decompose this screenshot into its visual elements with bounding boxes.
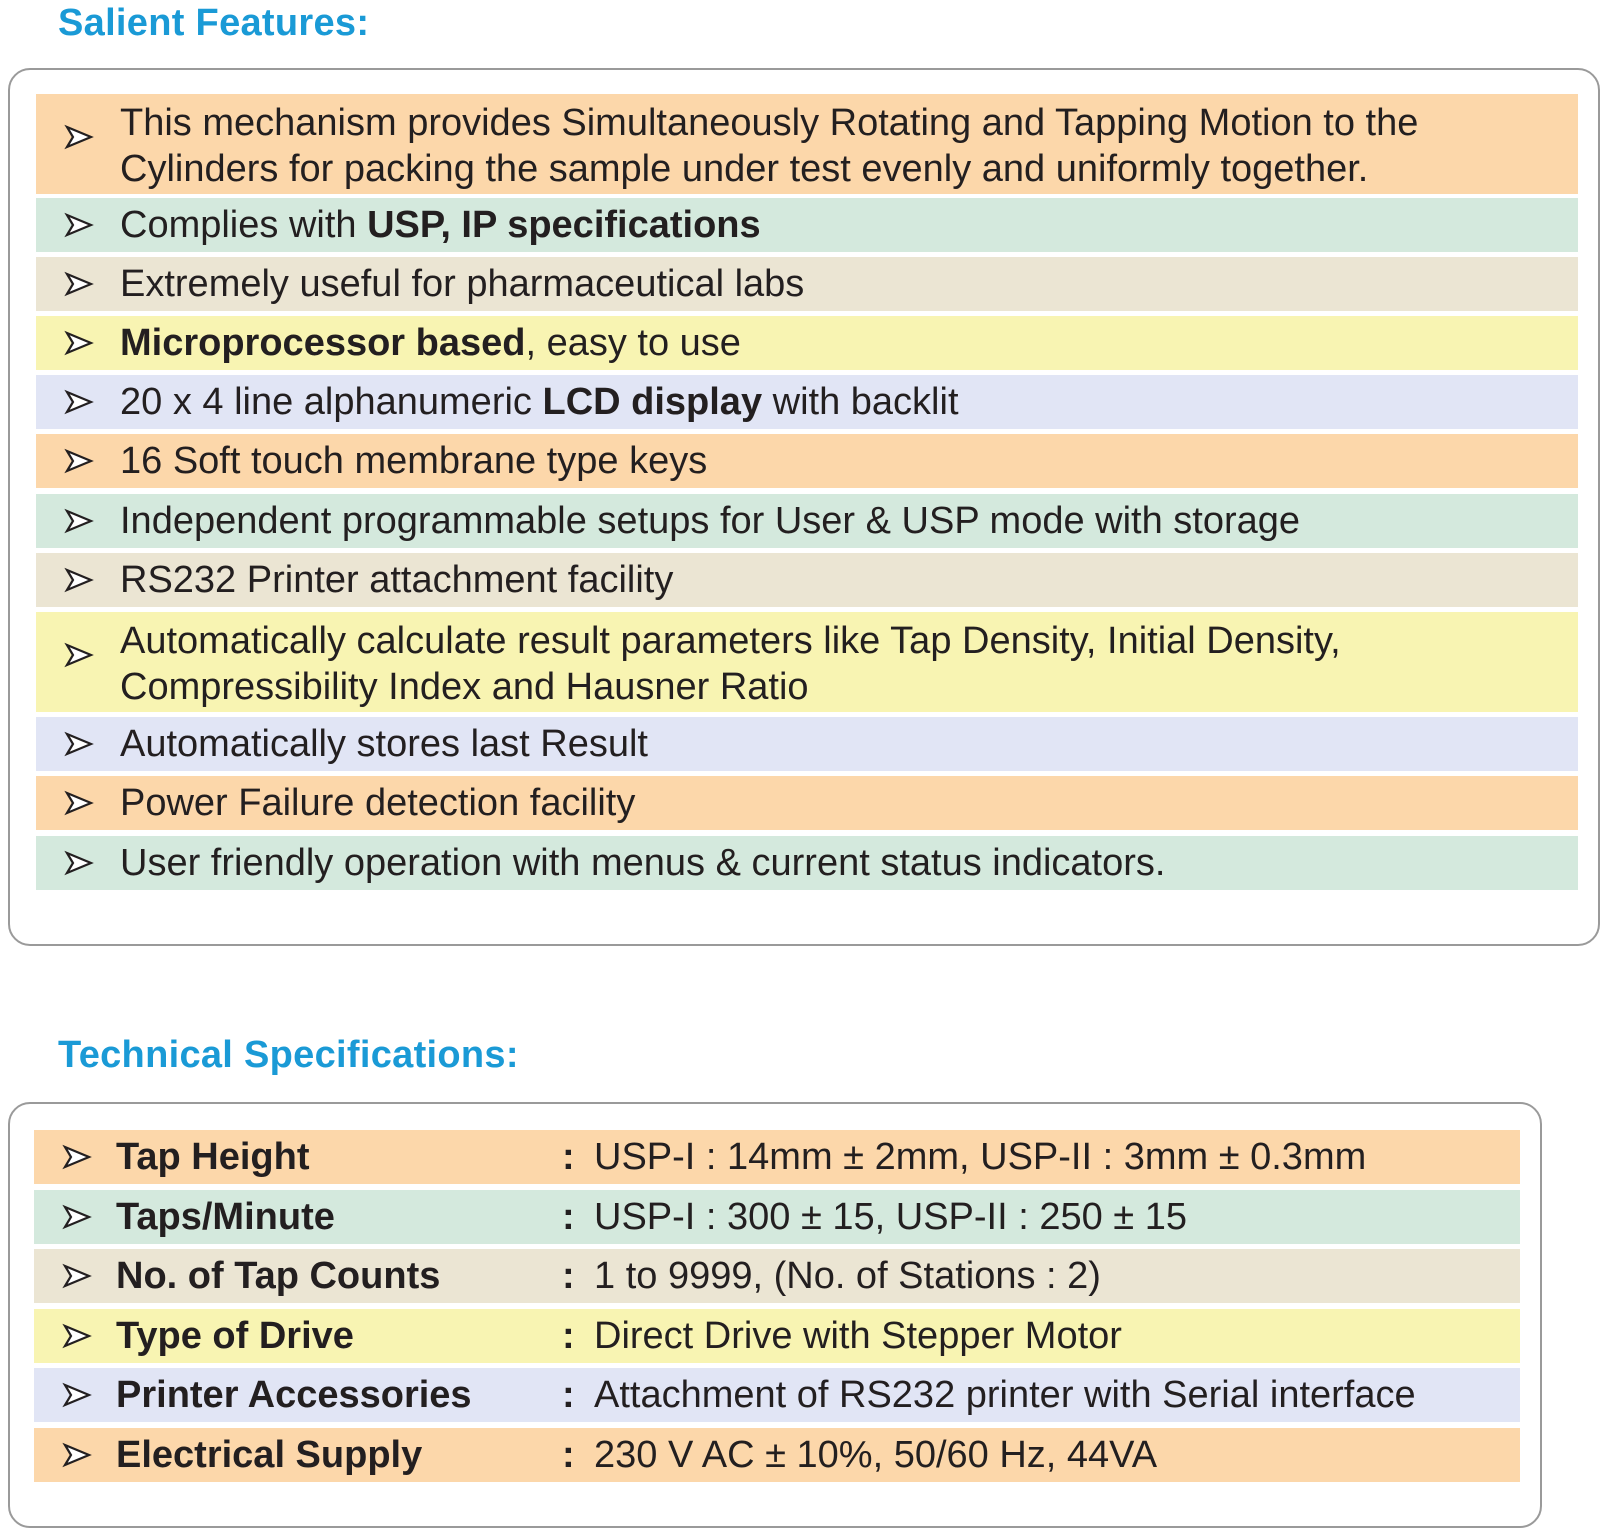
feature-text-bold: Microprocessor based	[120, 322, 526, 364]
feature-text	[120, 618, 1498, 710]
feature-text-segment: Automatically calculate result parameters like Tap Density, Initial Density, Compressibility Index and Hausner Ratio	[120, 620, 1341, 708]
arrow-bullet-icon	[64, 446, 94, 476]
arrow-bullet-icon	[64, 729, 94, 759]
features-panel	[8, 68, 1600, 946]
spec-label: Taps/Minute	[116, 1196, 335, 1238]
spec-label: Printer Accessories	[116, 1374, 472, 1416]
specs-heading: Technical Specifications:	[58, 1034, 519, 1076]
spec-separator: :	[562, 1196, 575, 1238]
feature-text-segment: User friendly operation with menus & current status indicators.	[120, 842, 1166, 884]
spec-row	[34, 1249, 1520, 1303]
spec-row	[34, 1368, 1520, 1422]
feature-text	[120, 202, 1558, 248]
specs-panel	[8, 1102, 1542, 1528]
feature-text-segment: Complies with	[120, 204, 368, 246]
feature-text	[120, 840, 1558, 886]
feature-text-bold: USP, IP specifications	[367, 204, 761, 246]
spec-separator: :	[562, 1374, 575, 1416]
feature-item	[36, 553, 1578, 607]
feature-item	[36, 257, 1578, 311]
feature-text-segment: Automatically stores last Result	[120, 723, 648, 765]
feature-item	[36, 494, 1578, 548]
arrow-bullet-icon	[64, 269, 94, 299]
arrow-bullet-icon	[62, 1380, 92, 1410]
feature-text	[120, 557, 1558, 603]
feature-item	[36, 316, 1578, 370]
features-heading: Salient Features:	[58, 2, 370, 44]
arrow-bullet-icon	[64, 506, 94, 536]
spec-separator: :	[562, 1315, 575, 1357]
spec-row	[34, 1130, 1520, 1184]
spec-value: USP-I : 300 ± 15, USP-II : 250 ± 15	[594, 1196, 1187, 1238]
arrow-bullet-icon	[64, 640, 94, 670]
arrow-bullet-icon	[62, 1440, 92, 1470]
spec-separator: :	[562, 1434, 575, 1476]
feature-text-bold: LCD display	[542, 381, 763, 423]
feature-text-segment: , easy to use	[525, 322, 741, 364]
feature-item	[36, 94, 1578, 194]
spec-label: No. of Tap Counts	[116, 1255, 441, 1297]
arrow-bullet-icon	[64, 210, 94, 240]
arrow-bullet-icon	[62, 1142, 92, 1172]
feature-text	[120, 721, 1558, 767]
arrow-bullet-icon	[62, 1261, 92, 1291]
spec-label: Electrical Supply	[116, 1434, 423, 1476]
arrow-bullet-icon	[64, 328, 94, 358]
feature-text-segment: RS232 Printer attachment facility	[120, 559, 674, 601]
arrow-bullet-icon	[62, 1321, 92, 1351]
feature-text-segment: 16 Soft touch membrane type keys	[120, 440, 708, 482]
spec-row	[34, 1428, 1520, 1482]
spec-row	[34, 1309, 1520, 1363]
arrow-bullet-icon	[64, 848, 94, 878]
feature-text	[120, 261, 1558, 307]
feature-text-segment: This mechanism provides Simultaneously Rotating and Tapping Motion to the Cylinders for packing the sample under test evenly and uniformly together.	[120, 102, 1419, 190]
spec-value: USP-I : 14mm ± 2mm, USP-II : 3mm ± 0.3mm	[594, 1136, 1367, 1178]
spec-value: 230 V AC ± 10%, 50/60 Hz, 44VA	[594, 1434, 1158, 1476]
feature-item	[36, 198, 1578, 252]
feature-item	[36, 717, 1578, 771]
spec-value: Attachment of RS232 printer with Serial interface	[594, 1374, 1416, 1416]
arrow-bullet-icon	[64, 565, 94, 595]
spec-label: Type of Drive	[116, 1315, 354, 1357]
feature-text-segment: Power Failure detection facility	[120, 782, 636, 824]
spec-separator: :	[562, 1136, 575, 1178]
feature-text-segment: Independent programmable setups for User & USP mode with storage	[120, 500, 1301, 542]
arrow-bullet-icon	[62, 1202, 92, 1232]
arrow-bullet-icon	[64, 122, 94, 152]
spec-value: 1 to 9999, (No. of Stations : 2)	[594, 1255, 1101, 1297]
spec-separator: :	[562, 1255, 575, 1297]
feature-item	[36, 434, 1578, 488]
feature-text	[120, 438, 1558, 484]
feature-text	[120, 100, 1552, 192]
spec-row	[34, 1190, 1520, 1244]
feature-text-segment: Extremely useful for pharmaceutical labs	[120, 263, 805, 305]
feature-item	[36, 776, 1578, 830]
feature-text	[120, 320, 1558, 366]
arrow-bullet-icon	[64, 788, 94, 818]
feature-item	[36, 836, 1578, 890]
feature-text	[120, 780, 1558, 826]
feature-text-segment: with backlit	[762, 381, 959, 423]
spec-label: Tap Height	[116, 1136, 310, 1178]
spec-value: Direct Drive with Stepper Motor	[594, 1315, 1122, 1357]
feature-item	[36, 375, 1578, 429]
feature-text	[120, 379, 1558, 425]
feature-text-segment: 20 x 4 line alphanumeric	[120, 381, 543, 423]
arrow-bullet-icon	[64, 387, 94, 417]
feature-item	[36, 612, 1578, 712]
feature-text	[120, 498, 1558, 544]
